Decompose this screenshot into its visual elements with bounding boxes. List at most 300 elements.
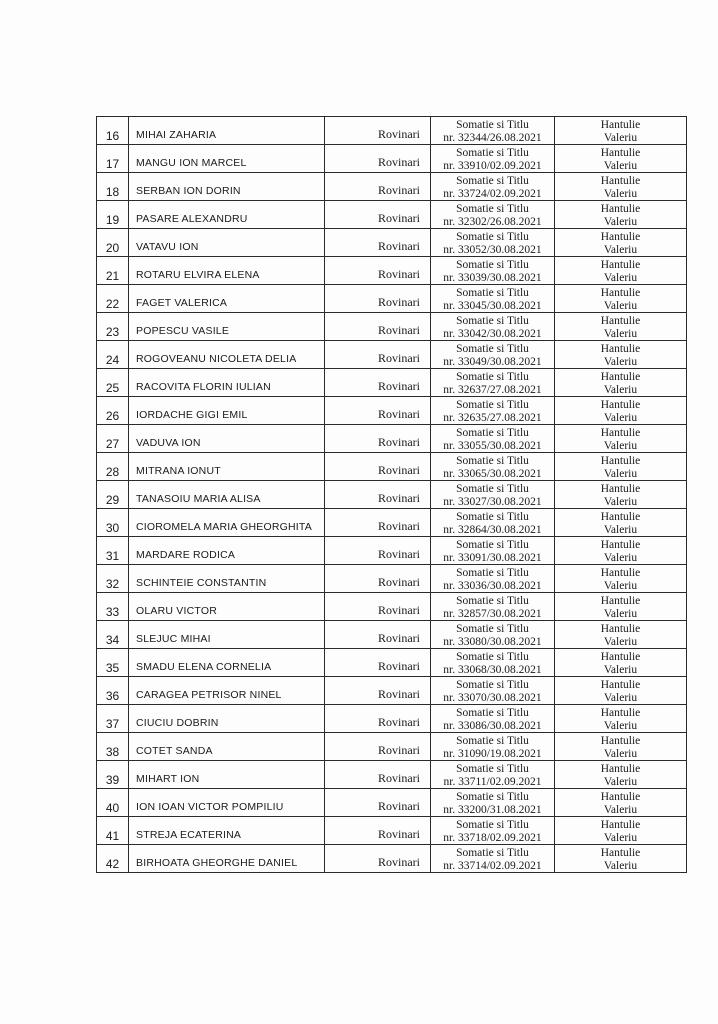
document-cell	[431, 817, 555, 845]
debtor-name: BIRHOATA GHEORGHE DANIEL	[136, 857, 298, 869]
debtor-name-cell	[129, 397, 325, 425]
debtor-name: MIHAI ZAHARIA	[136, 129, 217, 141]
row-number-cell	[97, 537, 129, 565]
locality-cell	[325, 117, 431, 145]
document-number: nr. 33027/30.08.2021	[443, 495, 542, 508]
debtor-name: OLARU VICTOR	[136, 605, 217, 617]
executor-firstname: Valeriu	[603, 159, 638, 172]
executor-surname: Hantulie	[600, 595, 641, 607]
table-row	[97, 705, 687, 733]
locality: Rovinari	[378, 211, 420, 225]
row-number: 32	[105, 577, 120, 591]
document-type: Somatie si Titlu	[456, 679, 529, 691]
executor-firstname: Valeriu	[603, 271, 638, 284]
executor-firstname: Valeriu	[603, 719, 638, 732]
row-number: 33	[105, 605, 120, 619]
locality: Rovinari	[378, 547, 420, 561]
debtor-name-cell	[129, 229, 325, 257]
executor-cell	[555, 397, 687, 425]
executor-cell	[555, 425, 687, 453]
row-number: 17	[105, 157, 120, 171]
document-number: nr. 33068/30.08.2021	[443, 663, 542, 676]
executor-cell	[555, 845, 687, 873]
document-number: nr. 33036/30.08.2021	[443, 579, 542, 592]
debtor-name-cell	[129, 649, 325, 677]
executor-surname: Hantulie	[600, 371, 641, 383]
debtor-name-cell	[129, 285, 325, 313]
locality: Rovinari	[378, 519, 420, 533]
document-number: nr. 32635/27.08.2021	[443, 411, 542, 424]
locality: Rovinari	[378, 743, 420, 757]
executor-cell	[555, 117, 687, 145]
document-number: nr. 33086/30.08.2021	[443, 719, 542, 732]
executor-cell	[555, 453, 687, 481]
row-number-cell	[97, 229, 129, 257]
row-number-cell	[97, 565, 129, 593]
table-row	[97, 145, 687, 173]
locality-cell	[325, 201, 431, 229]
row-number: 37	[105, 717, 120, 731]
row-number: 19	[105, 213, 120, 227]
document-cell	[431, 201, 555, 229]
executor-surname: Hantulie	[600, 511, 641, 523]
document-type: Somatie si Titlu	[456, 287, 529, 299]
executor-surname: Hantulie	[600, 315, 641, 327]
executor-firstname: Valeriu	[603, 411, 638, 424]
document-cell	[431, 117, 555, 145]
document-type: Somatie si Titlu	[456, 371, 529, 383]
debtor-name: RACOVITA FLORIN IULIAN	[136, 381, 271, 393]
executor-surname: Hantulie	[600, 735, 641, 747]
table-row	[97, 117, 687, 145]
executor-cell	[555, 621, 687, 649]
executor-surname: Hantulie	[600, 847, 641, 859]
locality: Rovinari	[378, 603, 420, 617]
row-number: 38	[105, 745, 120, 759]
row-number-cell	[97, 173, 129, 201]
row-number-cell	[97, 481, 129, 509]
executor-firstname: Valeriu	[603, 187, 638, 200]
document-cell	[431, 397, 555, 425]
row-number-cell	[97, 649, 129, 677]
executor-firstname: Valeriu	[603, 523, 638, 536]
document-type: Somatie si Titlu	[456, 539, 529, 551]
executor-cell	[555, 229, 687, 257]
debtor-name-cell	[129, 117, 325, 145]
locality-cell	[325, 677, 431, 705]
debtor-name-cell	[129, 173, 325, 201]
locality-cell	[325, 761, 431, 789]
debtor-name-cell	[129, 761, 325, 789]
document-number: nr. 33910/02.09.2021	[443, 159, 542, 172]
document-number: nr. 32864/30.08.2021	[443, 523, 542, 536]
document-number: nr. 32344/26.08.2021	[443, 131, 542, 144]
document-number: nr. 33045/30.08.2021	[443, 299, 542, 312]
locality-cell	[325, 565, 431, 593]
document-number: nr. 33055/30.08.2021	[443, 439, 542, 452]
executor-surname: Hantulie	[600, 651, 641, 663]
row-number-cell	[97, 677, 129, 705]
executor-firstname: Valeriu	[603, 215, 638, 228]
debtor-name: STREJA ECATERINA	[136, 829, 242, 841]
debtor-name-cell	[129, 705, 325, 733]
executor-surname: Hantulie	[600, 287, 641, 299]
row-number: 36	[105, 689, 120, 703]
locality-cell	[325, 705, 431, 733]
document-type: Somatie si Titlu	[456, 427, 529, 439]
document-cell	[431, 789, 555, 817]
executor-cell	[555, 817, 687, 845]
locality-cell	[325, 341, 431, 369]
row-number-cell	[97, 453, 129, 481]
locality: Rovinari	[378, 239, 420, 253]
document-cell	[431, 285, 555, 313]
row-number-cell	[97, 313, 129, 341]
row-number: 27	[105, 437, 120, 451]
locality-cell	[325, 593, 431, 621]
document-type: Somatie si Titlu	[456, 259, 529, 271]
row-number: 20	[105, 241, 120, 255]
row-number: 25	[105, 381, 120, 395]
document-type: Somatie si Titlu	[456, 847, 529, 859]
row-number: 31	[105, 549, 120, 563]
debtor-name: FAGET VALERICA	[136, 297, 228, 309]
row-number-cell	[97, 789, 129, 817]
executor-surname: Hantulie	[600, 203, 641, 215]
locality: Rovinari	[378, 855, 420, 869]
executor-firstname: Valeriu	[603, 355, 638, 368]
row-number-cell	[97, 397, 129, 425]
table-row	[97, 229, 687, 257]
executor-firstname: Valeriu	[603, 327, 638, 340]
executor-cell	[555, 481, 687, 509]
locality: Rovinari	[378, 715, 420, 729]
debtor-name-cell	[129, 369, 325, 397]
table-row	[97, 425, 687, 453]
executor-cell	[555, 257, 687, 285]
row-number: 21	[105, 269, 120, 283]
debtor-name-cell	[129, 145, 325, 173]
executor-firstname: Valeriu	[603, 495, 638, 508]
row-number-cell	[97, 257, 129, 285]
document-number: nr. 33052/30.08.2021	[443, 243, 542, 256]
executor-surname: Hantulie	[600, 455, 641, 467]
row-number-cell	[97, 621, 129, 649]
executor-surname: Hantulie	[600, 259, 641, 271]
document-number: nr. 33039/30.08.2021	[443, 271, 542, 284]
locality: Rovinari	[378, 183, 420, 197]
document-cell	[431, 509, 555, 537]
locality-cell	[325, 257, 431, 285]
executor-cell	[555, 145, 687, 173]
row-number-cell	[97, 817, 129, 845]
locality: Rovinari	[378, 575, 420, 589]
executor-surname: Hantulie	[600, 819, 641, 831]
executor-firstname: Valeriu	[603, 691, 638, 704]
locality: Rovinari	[378, 799, 420, 813]
locality: Rovinari	[378, 491, 420, 505]
executor-cell	[555, 509, 687, 537]
debtor-name: VADUVA ION	[136, 437, 201, 449]
locality: Rovinari	[378, 407, 420, 421]
locality-cell	[325, 453, 431, 481]
row-number: 40	[105, 801, 120, 815]
table-row	[97, 341, 687, 369]
debtor-name-cell	[129, 817, 325, 845]
document-cell	[431, 649, 555, 677]
locality-cell	[325, 537, 431, 565]
document-cell	[431, 537, 555, 565]
document-cell	[431, 341, 555, 369]
table-row	[97, 509, 687, 537]
executor-surname: Hantulie	[600, 539, 641, 551]
locality: Rovinari	[378, 127, 420, 141]
row-number-cell	[97, 705, 129, 733]
executor-firstname: Valeriu	[603, 803, 638, 816]
locality: Rovinari	[378, 155, 420, 169]
executor-surname: Hantulie	[600, 623, 641, 635]
document-type: Somatie si Titlu	[456, 147, 529, 159]
row-number: 18	[105, 185, 120, 199]
document-number: nr. 33080/30.08.2021	[443, 635, 542, 648]
executor-firstname: Valeriu	[603, 747, 638, 760]
document-cell	[431, 621, 555, 649]
debtor-name: MITRANA IONUT	[136, 465, 221, 477]
locality-cell	[325, 229, 431, 257]
debtor-name: VATAVU ION	[136, 241, 199, 253]
executor-firstname: Valeriu	[603, 579, 638, 592]
debtor-name: SLEJUC MIHAI	[136, 633, 211, 645]
debtor-name: MIHART ION	[136, 773, 200, 785]
row-number: 26	[105, 409, 120, 423]
document-number: nr. 32857/30.08.2021	[443, 607, 542, 620]
executor-cell	[555, 649, 687, 677]
row-number: 41	[105, 829, 120, 843]
row-number-cell	[97, 845, 129, 873]
document-cell	[431, 173, 555, 201]
document-cell	[431, 481, 555, 509]
row-number: 28	[105, 465, 120, 479]
document-cell	[431, 425, 555, 453]
executor-cell	[555, 285, 687, 313]
executor-cell	[555, 677, 687, 705]
document-cell	[431, 761, 555, 789]
debtor-name: IORDACHE GIGI EMIL	[136, 409, 248, 421]
locality: Rovinari	[378, 379, 420, 393]
document-number: nr. 33070/30.08.2021	[443, 691, 542, 704]
document-type: Somatie si Titlu	[456, 119, 529, 131]
locality-cell	[325, 425, 431, 453]
executor-firstname: Valeriu	[603, 831, 638, 844]
executor-firstname: Valeriu	[603, 243, 638, 256]
debtor-name: POPESCU VASILE	[136, 325, 230, 337]
locality: Rovinari	[378, 687, 420, 701]
document-type: Somatie si Titlu	[456, 399, 529, 411]
executor-cell	[555, 761, 687, 789]
debtor-name: TANASOIU MARIA ALISA	[136, 493, 261, 505]
document-number: nr. 33042/30.08.2021	[443, 327, 542, 340]
document-type: Somatie si Titlu	[456, 595, 529, 607]
executor-surname: Hantulie	[600, 791, 641, 803]
locality-cell	[325, 733, 431, 761]
debtor-name: ION IOAN VICTOR POMPILIU	[136, 801, 284, 813]
table-row	[97, 817, 687, 845]
document-type: Somatie si Titlu	[456, 791, 529, 803]
executor-surname: Hantulie	[600, 147, 641, 159]
debtor-name: CIOROMELA MARIA GHEORGHITA	[136, 521, 312, 533]
row-number: 29	[105, 493, 120, 507]
debtor-name: SMADU ELENA CORNELIA	[136, 661, 272, 673]
debtor-name: ROGOVEANU NICOLETA DELIA	[136, 353, 297, 365]
executor-cell	[555, 705, 687, 733]
document-type: Somatie si Titlu	[456, 511, 529, 523]
locality-cell	[325, 845, 431, 873]
executor-firstname: Valeriu	[603, 383, 638, 396]
locality: Rovinari	[378, 827, 420, 841]
table-row	[97, 593, 687, 621]
document-cell	[431, 705, 555, 733]
locality: Rovinari	[378, 323, 420, 337]
locality: Rovinari	[378, 659, 420, 673]
table-row	[97, 621, 687, 649]
executor-surname: Hantulie	[600, 343, 641, 355]
locality-cell	[325, 817, 431, 845]
document-cell	[431, 145, 555, 173]
debtor-name-cell	[129, 453, 325, 481]
executor-cell	[555, 341, 687, 369]
table-row	[97, 761, 687, 789]
row-number-cell	[97, 145, 129, 173]
executor-cell	[555, 789, 687, 817]
executor-surname: Hantulie	[600, 119, 641, 131]
debtor-name-cell	[129, 621, 325, 649]
document-type: Somatie si Titlu	[456, 707, 529, 719]
row-number: 39	[105, 773, 120, 787]
document-cell	[431, 845, 555, 873]
document-type: Somatie si Titlu	[456, 175, 529, 187]
document-number: nr. 32637/27.08.2021	[443, 383, 542, 396]
executor-surname: Hantulie	[600, 175, 641, 187]
document-number: nr. 33714/02.09.2021	[443, 859, 542, 872]
table-row	[97, 257, 687, 285]
document-number: nr. 33200/31.08.2021	[443, 803, 542, 816]
executor-firstname: Valeriu	[603, 131, 638, 144]
document-cell	[431, 677, 555, 705]
row-number-cell	[97, 341, 129, 369]
locality: Rovinari	[378, 267, 420, 281]
row-number: 24	[105, 353, 120, 367]
executor-cell	[555, 593, 687, 621]
document-type: Somatie si Titlu	[456, 567, 529, 579]
executor-surname: Hantulie	[600, 427, 641, 439]
row-number-cell	[97, 509, 129, 537]
table-row	[97, 537, 687, 565]
document-cell	[431, 257, 555, 285]
document-type: Somatie si Titlu	[456, 651, 529, 663]
debtor-name: PASARE ALEXANDRU	[136, 213, 248, 225]
executor-cell	[555, 173, 687, 201]
debtor-name-cell	[129, 845, 325, 873]
locality: Rovinari	[378, 771, 420, 785]
locality: Rovinari	[378, 631, 420, 645]
debtor-name: CARAGEA PETRISOR NINEL	[136, 689, 282, 701]
locality: Rovinari	[378, 463, 420, 477]
locality-cell	[325, 649, 431, 677]
executor-cell	[555, 201, 687, 229]
row-number-cell	[97, 425, 129, 453]
executor-surname: Hantulie	[600, 483, 641, 495]
executor-firstname: Valeriu	[603, 775, 638, 788]
table-row	[97, 481, 687, 509]
document-type: Somatie si Titlu	[456, 203, 529, 215]
debtor-name-cell	[129, 341, 325, 369]
executor-cell	[555, 313, 687, 341]
locality-cell	[325, 397, 431, 425]
row-number-cell	[97, 761, 129, 789]
document-cell	[431, 453, 555, 481]
executor-firstname: Valeriu	[603, 859, 638, 872]
debtor-name-cell	[129, 425, 325, 453]
table-row	[97, 201, 687, 229]
document-number: nr. 32302/26.08.2021	[443, 215, 542, 228]
table-row	[97, 313, 687, 341]
executor-firstname: Valeriu	[603, 299, 638, 312]
executor-cell	[555, 537, 687, 565]
locality: Rovinari	[378, 351, 420, 365]
document-cell	[431, 733, 555, 761]
executor-surname: Hantulie	[600, 763, 641, 775]
executor-cell	[555, 565, 687, 593]
executor-surname: Hantulie	[600, 399, 641, 411]
debtor-name-cell	[129, 565, 325, 593]
executor-surname: Hantulie	[600, 679, 641, 691]
executor-firstname: Valeriu	[603, 635, 638, 648]
executor-firstname: Valeriu	[603, 439, 638, 452]
row-number-cell	[97, 369, 129, 397]
debtor-name: ROTARU ELVIRA ELENA	[136, 269, 260, 281]
locality: Rovinari	[378, 435, 420, 449]
row-number-cell	[97, 285, 129, 313]
locality-cell	[325, 285, 431, 313]
table-body	[97, 117, 687, 873]
row-number: 16	[105, 129, 120, 143]
document-cell	[431, 229, 555, 257]
table-row	[97, 677, 687, 705]
debtor-name: SCHINTEIE CONSTANTIN	[136, 577, 267, 589]
row-number: 34	[105, 633, 120, 647]
debtor-name-cell	[129, 537, 325, 565]
row-number: 30	[105, 521, 120, 535]
debtor-name-cell	[129, 677, 325, 705]
document-type: Somatie si Titlu	[456, 343, 529, 355]
executor-firstname: Valeriu	[603, 467, 638, 480]
locality-cell	[325, 145, 431, 173]
row-number-cell	[97, 593, 129, 621]
table-row	[97, 789, 687, 817]
locality-cell	[325, 481, 431, 509]
table-row	[97, 649, 687, 677]
debtor-name-cell	[129, 509, 325, 537]
document-number: nr. 33091/30.08.2021	[443, 551, 542, 564]
locality-cell	[325, 509, 431, 537]
debtor-table	[96, 116, 687, 873]
debtor-name: CIUCIU DOBRIN	[136, 717, 219, 729]
table-row	[97, 565, 687, 593]
debtor-name-cell	[129, 313, 325, 341]
locality-cell	[325, 621, 431, 649]
executor-surname: Hantulie	[600, 567, 641, 579]
row-number: 23	[105, 325, 120, 339]
